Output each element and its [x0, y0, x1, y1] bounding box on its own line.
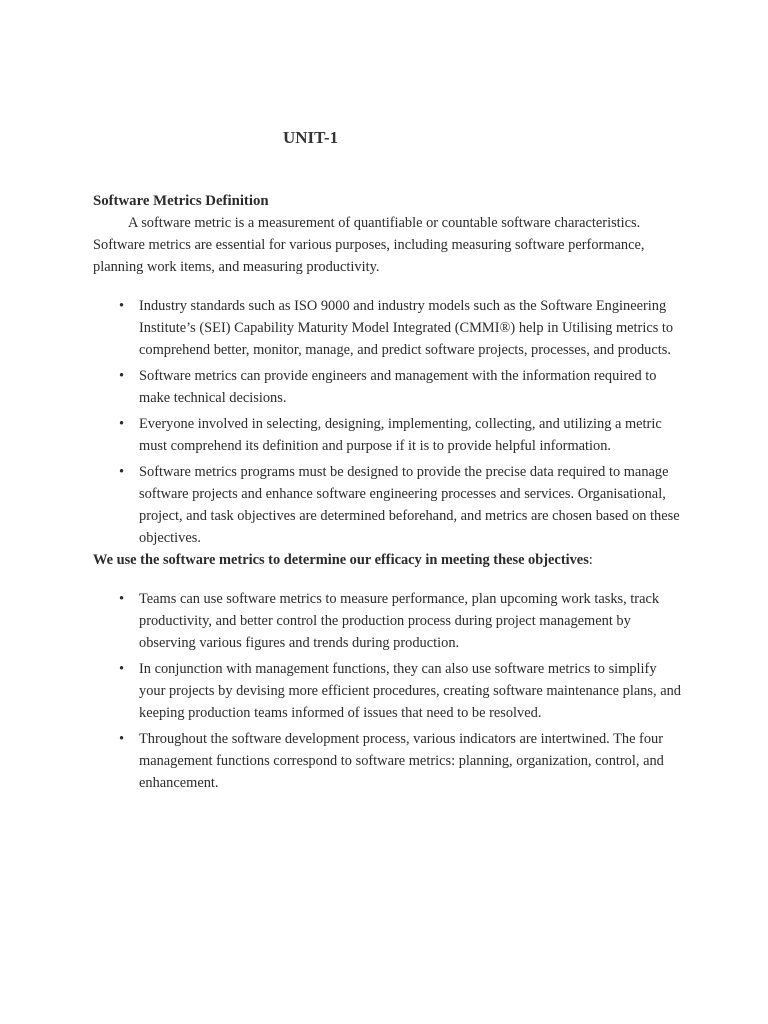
efficacy-tail: : — [588, 552, 593, 568]
bullet-icon: • — [119, 416, 125, 432]
list-item-text: Everyone involved in selecting, designing, implementing, collecting, and utilizing a metric must comprehend its definition and purpose if it is to provide helpful information. — [139, 416, 662, 454]
list-item — [119, 365, 683, 409]
document-body — [93, 190, 683, 798]
efficacy-bold-text: We use the software metrics to determine our efficacy in meeting these objectives — [93, 552, 589, 568]
bullet-icon: • — [119, 731, 125, 747]
list-item — [119, 728, 683, 794]
list-item-text: Throughout the software development process, various indicators are intertwined. The four management functions correspond to software metrics: planning, organization, control, and enhancement. — [139, 731, 664, 791]
list-item-text: Software metrics can provide engineers and management with the information required to make technical decisions. — [139, 368, 657, 406]
bullet-icon: • — [119, 298, 125, 314]
unit-title: UNIT-1 — [283, 128, 339, 147]
section-heading: Software Metrics Definition — [93, 193, 269, 209]
list-item-text: In conjunction with management functions, they can also use software metrics to simplify your projects by devising more efficient procedures, creating software maintenance plans, and keeping production teams informed of issues that need to be resolved. — [139, 661, 681, 721]
list-item — [119, 295, 683, 361]
efficacy-statement — [93, 549, 683, 571]
bullet-icon: • — [119, 464, 125, 480]
bullet-list-first — [93, 295, 683, 549]
intro-paragraph: A software metric is a measurement of quantifiable or countable software characteristics. Software metrics are essential for various purposes, including measuring software performance, planning work items, and measuring productivity. — [93, 215, 645, 275]
list-item-text: Teams can use software metrics to measure performance, plan upcoming work tasks, track productivity, and better control the production process during project management by observing various figures and trends during production. — [139, 591, 660, 651]
bullet-icon: • — [119, 368, 125, 384]
list-item-text: Industry standards such as ISO 9000 and industry models such as the Software Engineering Institute’s (SEI) Capability Maturity Model Integrated (CMMI®) help in Utilising metrics to comprehend better, monitor, manage, and predict software projects, processes, and products. — [139, 298, 674, 358]
list-item — [119, 658, 683, 724]
bullet-icon: • — [119, 591, 125, 607]
list-item — [119, 588, 683, 654]
bullet-icon: • — [119, 661, 125, 677]
list-item-text: Software metrics programs must be designed to provide the precise data required to manage software projects and enhance software engineering processes and services. Organisational, project, and task objectives are determined beforehand, and metrics are chosen based on these objectives. — [139, 464, 680, 546]
list-item — [119, 413, 683, 457]
bullet-list-second — [93, 588, 683, 794]
list-item — [119, 461, 683, 549]
